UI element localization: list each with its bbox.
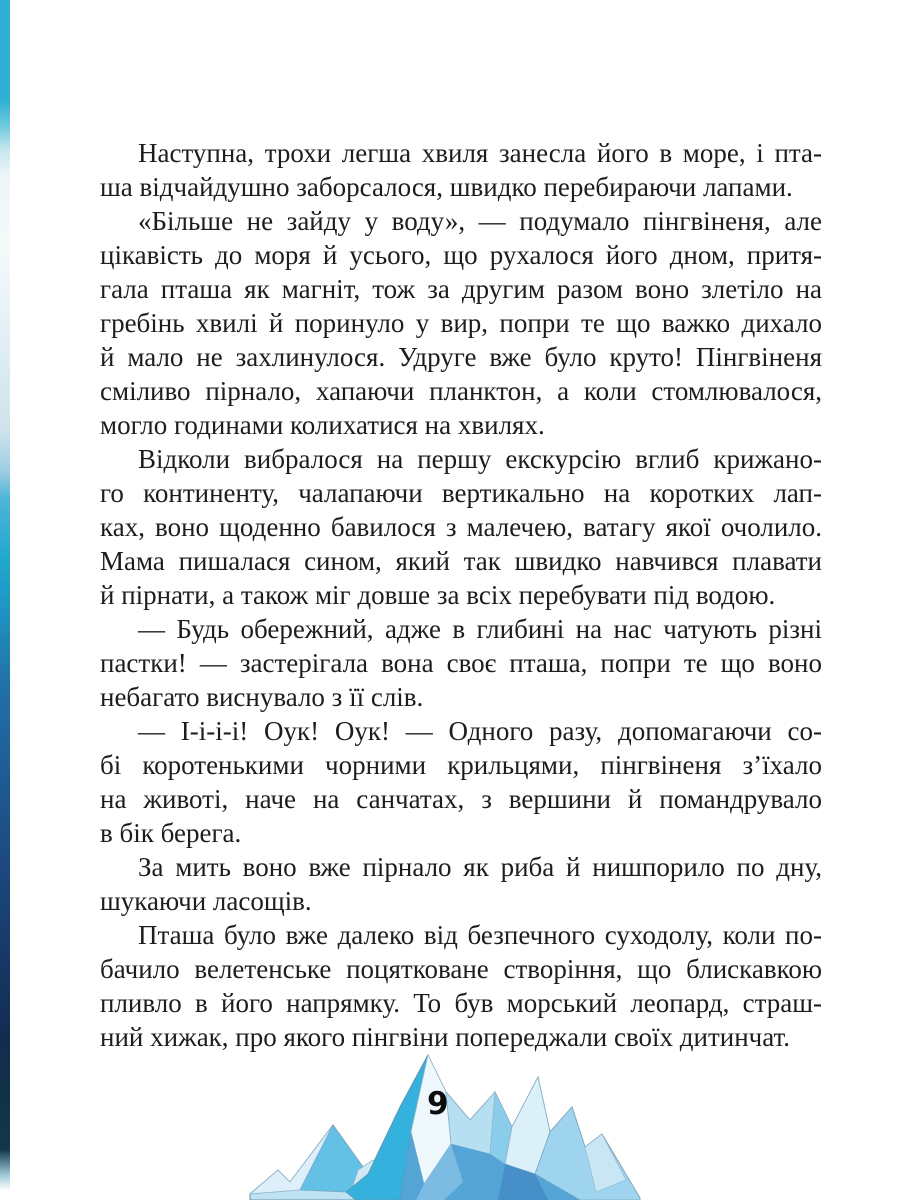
text-line: пливло в його напрямку. То був морський леопард, страш-	[100, 988, 822, 1018]
text-line: гребінь хвилі й поринуло у вир, попри те що важко дихало	[100, 308, 822, 338]
iceberg-illustration	[248, 1052, 646, 1200]
text-line: ша відчайдушно заборсалося, швидко перебираючи лапами.	[100, 172, 793, 202]
story-text	[100, 136, 822, 1054]
text-line: — І-і-і-і! Оук! Оук! — Одного разу, допомагаючи со-	[138, 716, 822, 746]
text-line: й мало не захлинулося. Удруге вже було круто! Пінгвіненя	[100, 342, 822, 372]
text-line: на животі, наче на санчатах, з вершини й помандрувало	[100, 784, 822, 814]
text-line: цікавість до моря й усього, що рухалося його дном, притя-	[100, 240, 822, 270]
text-line: За мить воно вже пірнало як риба й нишпорило по дну,	[138, 852, 822, 882]
text-line: «Більше не зайду у воду», — подумало пінгвіненя, але	[138, 206, 822, 236]
text-line: — Будь обережний, адже в глибині на нас чатують різні	[138, 614, 822, 644]
text-line: Мама пишалася сином, який так швидко навчився плавати	[100, 546, 822, 576]
text-line: го континенту, чалапаючи вертикально на коротких лап-	[100, 478, 822, 508]
text-line: небагато виснувало з її слів.	[100, 682, 424, 712]
text-line: ний хижак, про якого пінгвіни попереджали своїх дитинчат.	[100, 1022, 791, 1052]
text-line: в бік берега.	[100, 818, 242, 848]
text-line: сміливо пірнало, хапаючи планктон, а коли стомлювалося,	[100, 376, 822, 406]
text-line: гала пташа як магніт, тож за другим разом воно злетіло на	[100, 274, 822, 304]
text-line: Наступна, трохи легша хвиля занесла його в море, і пта-	[138, 138, 822, 168]
text-line: шукаючи ласощів.	[100, 886, 312, 916]
text-line: пастки! — застерігала вона своє пташа, попри те що воно	[100, 648, 822, 678]
text-line: могло годинами колихатися на хвилях.	[100, 410, 545, 440]
text-line: й пірнати, а також міг довше за всіх перебувати під водою.	[100, 580, 776, 610]
text-line: ках, воно щоденно бавилося з малечею, ватагу якої очолило.	[100, 512, 822, 542]
text-line: Відколи вибралося на першу екскурсію вглиб крижано-	[138, 444, 822, 474]
text-line: бі коротенькими чорними крильцями, пінгвіненя з’їхало	[100, 750, 822, 780]
page-number: 9	[427, 1086, 449, 1122]
facing-page-edge	[0, 0, 10, 1200]
text-line: Пташа було вже далеко від безпечного суходолу, коли по-	[138, 920, 822, 950]
text-line: бачило велетенське поцятковане створіння, що блискавкою	[100, 954, 822, 984]
